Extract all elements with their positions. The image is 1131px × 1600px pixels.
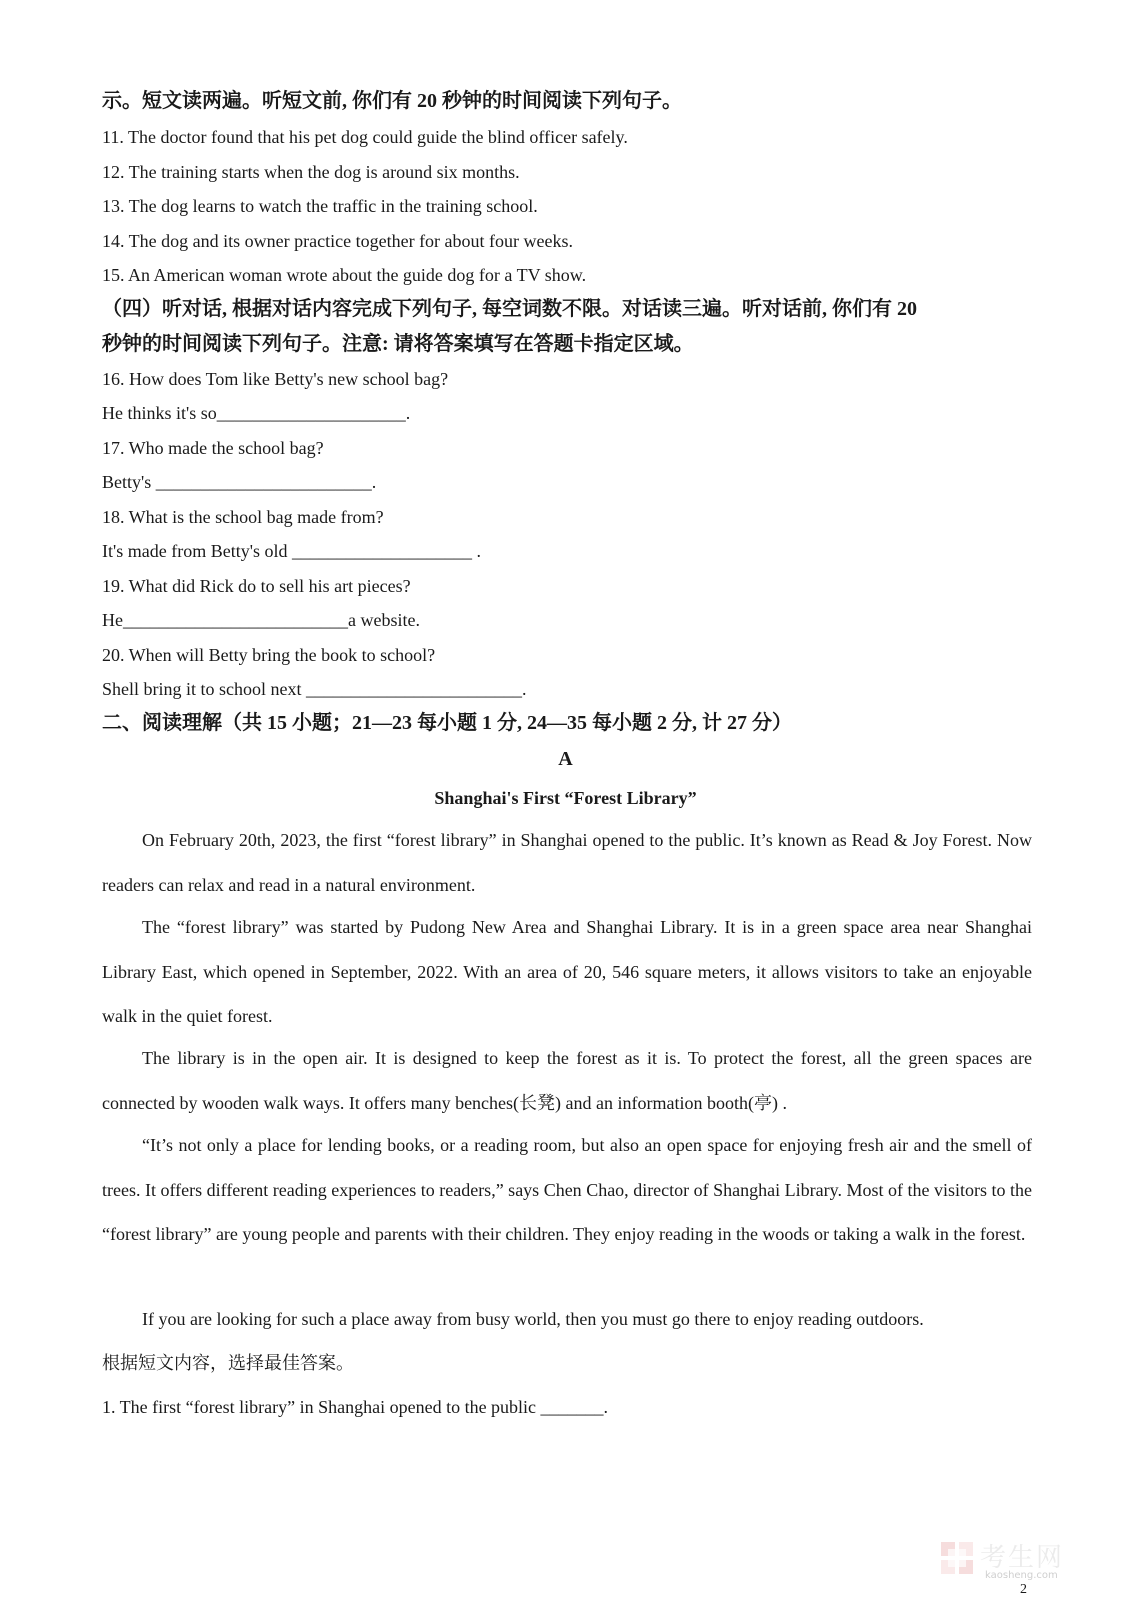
question-19: 19. What did Rick do to sell his art pieces? [102, 576, 411, 596]
answer-line-20: Shell bring it to school next ________________________. [102, 679, 527, 699]
question-instruction: 根据短文内容，选择最佳答案。 [102, 1353, 354, 1373]
section4-instruction-line2: 秒钟的时间阅读下列句子。注意: 请将答案填写在答题卡指定区域。 [102, 333, 694, 355]
question-18: 18. What is the school bag made from? [102, 507, 384, 527]
answer-line-16: He thinks it's so_____________________. [102, 403, 411, 423]
watermark-text: 考生网 [980, 1543, 1065, 1573]
question-16: 16. How does Tom like Betty's new school bag? [102, 369, 449, 389]
passage-letter: A [558, 748, 573, 770]
answer-line-18: It's made from Betty's old ____________________ . [102, 541, 481, 561]
question-17: 17. Who made the school bag? [102, 438, 324, 458]
passage-paragraph: The library is in the open air. It is designed to keep the forest as it is. To protect the forest, all the green spaces are connected by wooden walk ways. It offers many benches(长凳) and an information booth(亭) . [102, 1048, 1032, 1113]
page-number: 2 [1020, 1582, 1027, 1597]
answer-line-19: He_________________________a website. [102, 610, 420, 630]
part2-heading: 二、阅读理解（共 15 小题；21—23 每小题 1 分, 24—35 每小题 2 分, 计 27 分） [102, 712, 792, 734]
section3-instruction-tail: 示。短文读两遍。听短文前, 你们有 20 秒钟的时间阅读下列句子。 [102, 90, 682, 112]
list-item: 11. The doctor found that his pet dog could guide the blind officer safely. [102, 127, 628, 147]
kaosheng-logo-icon [940, 1541, 974, 1575]
watermark-subtext: kaosheng.com [985, 1570, 1058, 1581]
passage-paragraph: “It’s not only a place for lending books, or a reading room, but also an open space for enjoying fresh air and the smell of trees. It offers different reading experiences to readers,” says Chen Chao, director of Shanghai Library. Most of the visitors to the “forest library” are young people and parents with their children. They enjoy reading in the woods or taking a walk in the forest. [102, 1135, 1032, 1245]
question-20: 20. When will Betty bring the book to school? [102, 645, 436, 665]
list-item: 15. An American woman wrote about the guide dog for a TV show. [102, 265, 587, 285]
passage-paragraph: On February 20th, 2023, the first “forest library” in Shanghai opened to the public. It’s known as Read & Joy Forest. Now readers can relax and read in a natural environment. [102, 830, 1032, 895]
passage-paragraph: If you are looking for such a place away from busy world, then you must go there to enjoy reading outdoors. [142, 1309, 924, 1329]
section4-instruction-line1: （四）听对话, 根据对话内容完成下列句子, 每空词数不限。对话读三遍。听对话前, 你们有 20 [102, 298, 917, 320]
list-item: 13. The dog learns to watch the traffic in the training school. [102, 196, 538, 216]
passage-paragraph: The “forest library” was started by Pudong New Area and Shanghai Library. It is in a green space area near Shanghai Library East, which opened in September, 2022. With an area of 20, 546 square meters, it allows visitors to take an enjoyable walk in the quiet forest. [102, 917, 1032, 1027]
question-1: 1. The first “forest library” in Shanghai opened to the public _______. [102, 1397, 609, 1417]
list-item: 12. The training starts when the dog is around six months. [102, 162, 520, 182]
list-item: 14. The dog and its owner practice together for about four weeks. [102, 231, 574, 251]
answer-line-17: Betty's ________________________. [102, 472, 377, 492]
passage-title: Shanghai's First “Forest Library” [434, 788, 697, 808]
